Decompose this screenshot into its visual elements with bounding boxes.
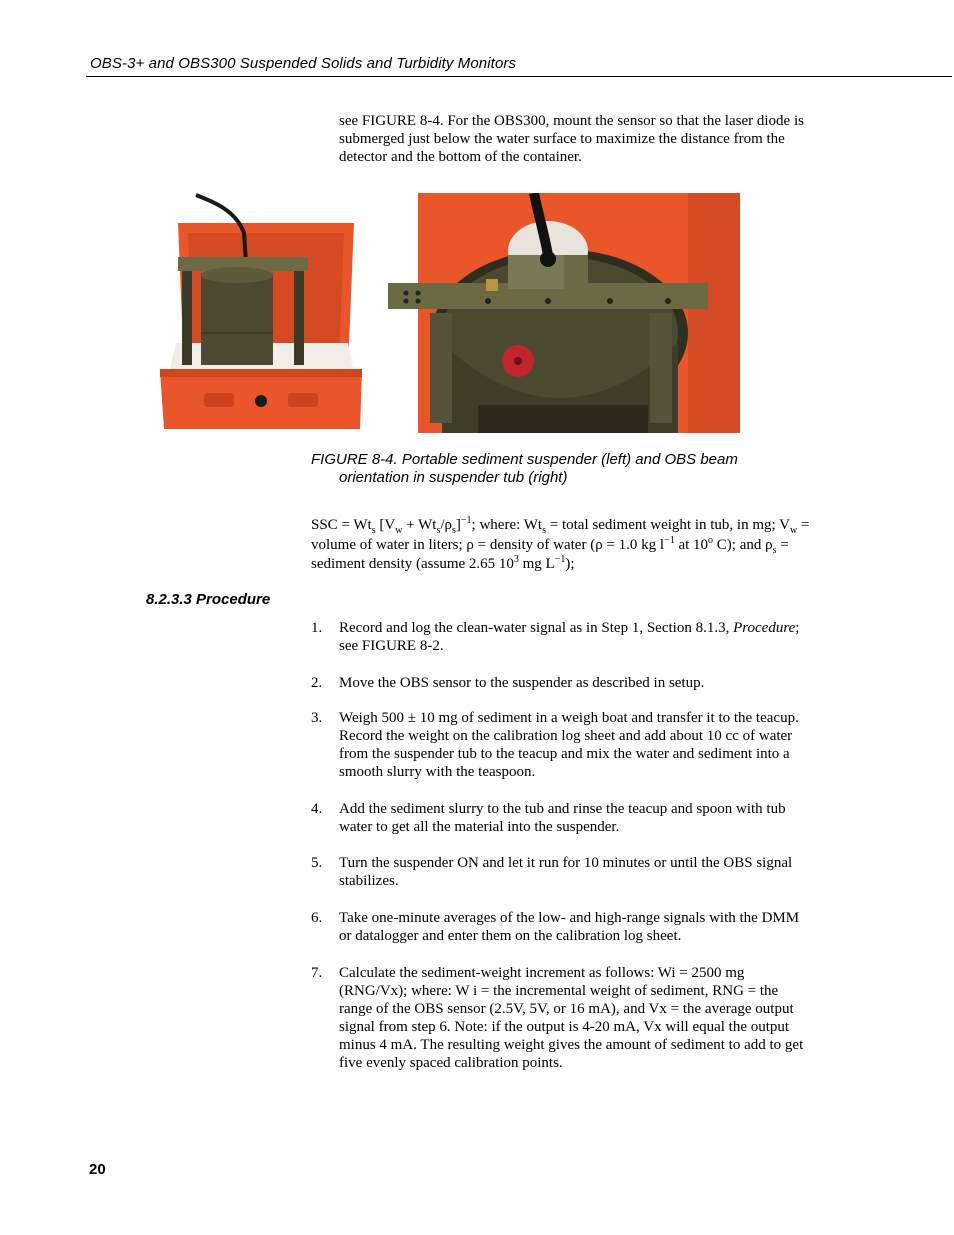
step-number: 1.	[311, 620, 323, 636]
step-text-part: Record and log the clean-water signal as in Step 1, Section 8.1.3,	[339, 620, 734, 636]
section-heading-procedure: 8.2.3.3 Procedure	[146, 591, 271, 608]
formula-text: mg L	[518, 556, 555, 572]
photo-obs-beam-orientation	[388, 193, 740, 433]
step-text: Take one-minute averages of the low- and high-range signals with the DMM or datalogger and enter them on the calibration log sheet.	[339, 910, 800, 944]
procedure-step	[311, 800, 811, 836]
formula-text: at 10	[674, 536, 709, 553]
step-number: 3.	[311, 710, 323, 726]
formula-subscript: s	[452, 525, 456, 536]
step-text-emphasis: Procedure	[733, 620, 796, 636]
formula-subscript: w	[790, 525, 798, 536]
formula-text: + Wt	[402, 517, 437, 533]
figure-caption-line2: orientation in suspender tub (right)	[339, 469, 568, 486]
formula-subscript: s	[371, 525, 376, 536]
formula-subscript: s	[436, 525, 441, 536]
figure-caption	[311, 451, 791, 487]
formula-text: C); and ρ	[713, 536, 773, 553]
formula-subscript: s	[542, 525, 546, 536]
formula-text: = total sediment weight in tub, in mg; V	[546, 517, 790, 533]
formula-text: ; where: Wt	[471, 517, 543, 533]
formula-subscript: s	[772, 544, 777, 556]
step-number: 7.	[311, 965, 323, 981]
step-number: 2.	[311, 675, 323, 691]
ssc-formula	[311, 516, 811, 575]
formula-text: = volume of water in liters; ρ = density of water (ρ = 1.0 kg l	[311, 517, 810, 553]
formula-text: [V	[375, 517, 396, 533]
procedure-step	[311, 674, 811, 692]
formula-subscript: w	[395, 525, 403, 536]
step-text: Calculate the sediment-weight increment as follows: Wi = 2500 mg (RNG/Vx); where: W i = the incremental weight of sediment, RNG = the range of the OBS sensor (2.5V, 5V, or 16 mA), and Vx = the average output signal from step 6. Note: if the output is 4-20 mA, Vx will equal the output minus 4 mA. The resulting weight gives the amount of sediment to add to get five evenly spaced calibration points.	[339, 965, 804, 1071]
formula-text: ]	[455, 517, 461, 533]
procedure-step	[311, 909, 811, 945]
step-text: Add the sediment slurry to the tub and rinse the teacup and spoon with tub water to get all the material into the suspender.	[339, 801, 786, 835]
step-text: Move the OBS sensor to the suspender as described in setup.	[339, 675, 705, 691]
header-rule	[86, 76, 952, 77]
step-text	[339, 619, 809, 655]
step-number: 6.	[311, 910, 323, 926]
procedure-step	[311, 619, 811, 655]
formula-text: /ρ	[440, 517, 452, 533]
intro-paragraph: see FIGURE 8-4. For the OBS300, mount the sensor so that the laser diode is submerged just below the water surface to maximize the distance from the detector and the bottom of the container.	[339, 113, 804, 165]
step-number: 4.	[311, 801, 323, 817]
formula-superscript: −1	[664, 534, 675, 546]
page-number: 20	[89, 1161, 106, 1178]
step-text-part: ; see FIGURE 8-2.	[339, 620, 800, 654]
formula-text: = sediment density (assume 2.65 10	[311, 536, 789, 572]
step-text: Turn the suspender ON and let it run for 10 minutes or until the OBS signal stabilizes.	[339, 855, 793, 889]
photo-sediment-suspender	[156, 193, 366, 433]
formula-superscript: 3	[513, 554, 519, 565]
procedure-step	[311, 964, 811, 1072]
formula-superscript: o	[708, 534, 714, 546]
step-text: Weigh 500 ± 10 mg of sediment in a weigh boat and transfer it to the teacup. Record the weight on the calibration log sheet and add about 10 cc of water from the suspender tub to the teacup and mix the water and sediment into a smooth slurry with the teaspoon.	[339, 710, 799, 780]
procedure-step	[311, 709, 811, 781]
formula-superscript: −1	[554, 554, 566, 565]
header-title: OBS-3+ and OBS300 Suspended Solids and Turbidity Monitors	[90, 55, 517, 72]
figure-caption-line1: FIGURE 8-4. Portable sediment suspender (left) and OBS beam	[311, 451, 738, 468]
procedure-step	[311, 854, 811, 890]
step-number: 5.	[311, 855, 323, 871]
formula-text: );	[565, 556, 575, 572]
formula-superscript: −1	[460, 515, 472, 526]
formula-text: SSC = Wt	[311, 517, 372, 533]
